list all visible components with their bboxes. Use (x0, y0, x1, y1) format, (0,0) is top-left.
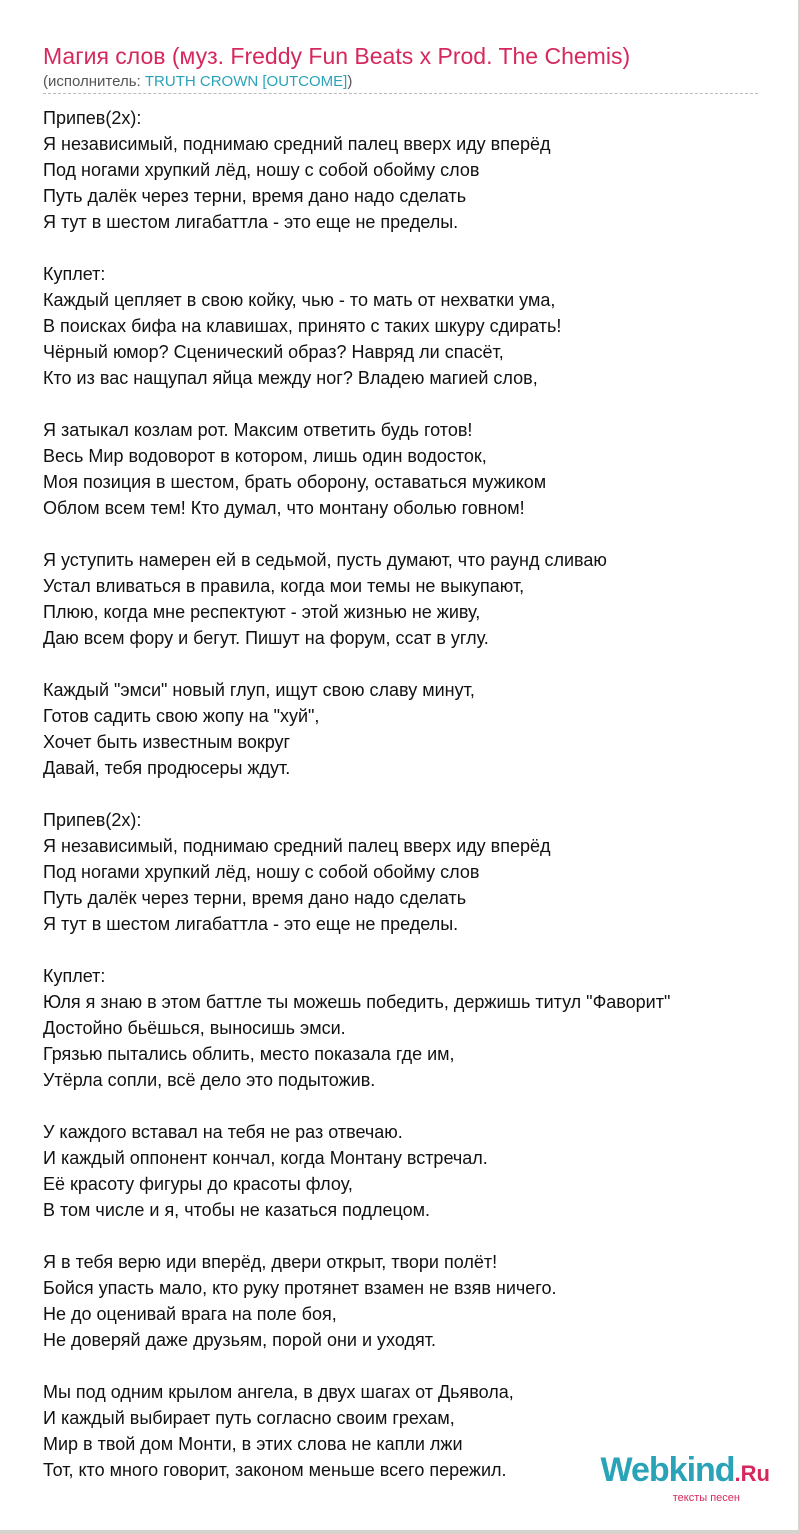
logo-tagline: тексты песен (672, 1492, 740, 1504)
stanza-break (43, 937, 783, 963)
lyric-line: Плюю, когда мне респектуют - этой жизнью не живу, (43, 602, 481, 622)
lyric-line: Давай, тебя продюсеры ждут. (43, 758, 291, 778)
lyric-line: Не доверяй даже друзьям, порой они и уходят. (43, 1330, 436, 1350)
lyric-line: Её красоту фигуры до красоты флоу, (43, 1174, 353, 1194)
artist-link[interactable]: TRUTH CROWN [OUTCOME] (144, 73, 348, 90)
logo-brand: Webkind (600, 1451, 735, 1489)
page-title: Магия слов (муз. Freddy Fun Beats x Prod. The Chemis) (43, 43, 631, 69)
lyric-line: Даю всем фору и бегут. Пишут на форум, ссат в углу. (43, 628, 489, 648)
lyric-line: Я в тебя верю иди вперёд, двери открыт, твори полёт! (43, 1252, 498, 1272)
stanza-break (43, 1353, 783, 1379)
logo-wordmark (600, 1451, 771, 1492)
lyric-line: Кто из вас нащупал яйца между ног? Владею магией слов, (43, 368, 538, 388)
stanza-break (43, 1223, 783, 1249)
lyric-line: Путь далёк через терни, время дано надо сделать (43, 888, 467, 908)
lyric-line: В том числе и я, чтобы не казаться подлецом. (43, 1200, 431, 1220)
stanza-break (43, 1093, 783, 1119)
lyric-line: Достойно бьёшься, выносишь эмси. (43, 1018, 346, 1038)
lyric-line: Каждый "эмси" новый глуп, ищут свою славу минут, (43, 680, 475, 700)
lyric-line: Я уступить намерен ей в седьмой, пусть думают, что раунд сливаю (43, 550, 607, 570)
lyric-line: И каждый выбирает путь согласно своим грехам, (43, 1408, 455, 1428)
lyric-line: Чёрный юмор? Сценический образ? Навряд ли спасёт, (43, 342, 504, 362)
lyric-line: Бойся упасть мало, кто руку протянет взамен не взяв ничего. (43, 1278, 557, 1298)
lyric-line: Под ногами хрупкий лёд, ношу с собой обойму слов (43, 160, 480, 180)
lyric-line: В поисках бифа на клавишах, принято с таких шкуру сдирать! (43, 316, 562, 336)
lyric-line: Я затыкал козлам рот. Максим ответить будь готов! (43, 420, 473, 440)
stanza-break (43, 781, 783, 807)
lyric-line: Припев(2x): (43, 108, 142, 128)
lyric-line: Куплет: (43, 966, 106, 986)
lyric-line: Весь Мир водоворот в котором, лишь один водосток, (43, 446, 487, 466)
lyric-line: Моя позиция в шестом, брать оборону, оставаться мужиком (43, 472, 547, 492)
artist-line (43, 73, 352, 91)
lyric-line: И каждый оппонент кончал, когда Монтану встречал. (43, 1148, 488, 1168)
lyric-line: Мы под одним крылом ангела, в двух шагах от Дьявола, (43, 1382, 514, 1402)
lyric-line: Устал вливаться в правила, когда мои темы не выкупают, (43, 576, 525, 596)
lyric-line: Я независимый, поднимаю средний палец вверх иду вперёд (43, 836, 551, 856)
lyric-line: Я тут в шестом лигабаттла - это еще не пределы. (43, 914, 459, 934)
lyric-line: Грязью пытались облить, место показала где им, (43, 1044, 455, 1064)
lyric-line: Я тут в шестом лигабаттла - это еще не пределы. (43, 212, 459, 232)
artist-suffix: ) (347, 73, 353, 90)
stanza-break (43, 521, 783, 547)
lyric-line: У каждого вставал на тебя не раз отвечаю. (43, 1122, 403, 1142)
stanza-break (43, 391, 783, 417)
lyrics-text (43, 105, 783, 1483)
lyric-line: Юля я знаю в этом баттле ты можешь победить, держишь титул "Фаворит" (43, 992, 671, 1012)
stanza-break (43, 235, 783, 261)
lyric-line: Облом всем тем! Кто думал, что монтану оболью говном! (43, 498, 525, 518)
lyric-line: Тот, кто много говорит, законом меньше всего пережил. (43, 1460, 507, 1480)
lyric-line: Под ногами хрупкий лёд, ношу с собой обойму слов (43, 862, 480, 882)
lyric-line: Куплет: (43, 264, 106, 284)
site-logo[interactable] (600, 1451, 771, 1504)
lyric-line: Каждый цепляет в свою койку, чью - то мать от нехватки ума, (43, 290, 556, 310)
lyric-line: Готов садить свою жопу на "хуй", (43, 706, 320, 726)
logo-tld: .Ru (734, 1461, 770, 1486)
lyric-line: Я независимый, поднимаю средний палец вверх иду вперёд (43, 134, 551, 154)
stanza-break (43, 651, 783, 677)
lyric-line: Мир в твой дом Монти, в этих слова не капли лжи (43, 1434, 463, 1454)
header-divider (43, 93, 758, 94)
lyric-line: Хочет быть известным вокруг (43, 732, 291, 752)
lyric-line: Путь далёк через терни, время дано надо сделать (43, 186, 467, 206)
lyric-line: Утёрла сопли, всё дело это подытожив. (43, 1070, 376, 1090)
lyric-line: Припев(2x): (43, 810, 142, 830)
artist-prefix: (исполнитель: (43, 73, 145, 90)
lyric-line: Не до оценивай врага на поле боя, (43, 1304, 337, 1324)
